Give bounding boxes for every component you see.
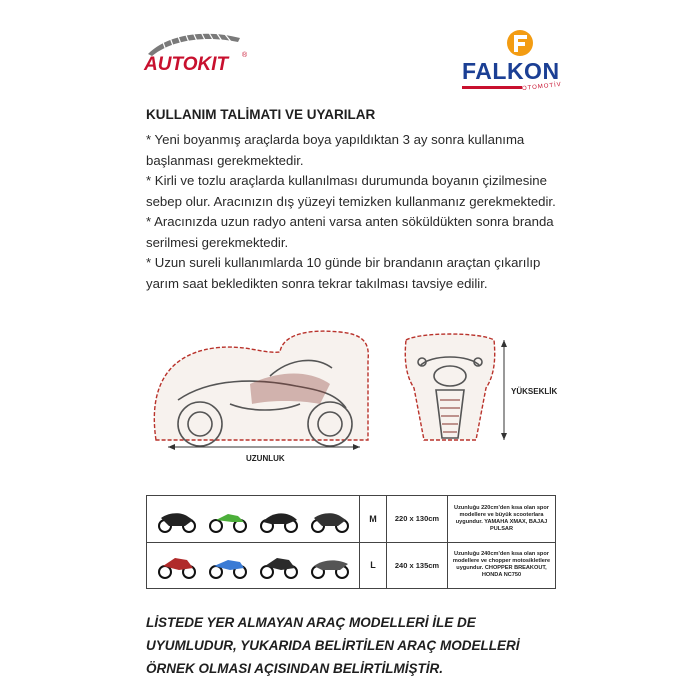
size-table [146, 495, 556, 589]
page-heading: KULLANIM TALİMATI VE UYARILAR [146, 107, 376, 122]
falkon-emblem-icon [500, 28, 540, 58]
footer-note: LİSTEDE YER ALMAYAN ARAÇ MODELLERİ İLE DE UYUMLUDUR, YUKARIDA BELİRTİLEN ARAÇ MODELLERİ ÖRNEK OLMASI AÇISINDAN BELİRTİLMİŞTİR. [146, 615, 520, 676]
instructions-list [146, 130, 556, 294]
scooter-icon [308, 504, 352, 534]
motorcycle-side-cover-illustration [0, 320, 700, 470]
scooter-icon [155, 504, 199, 534]
falkon-logo-text: FALKON [462, 58, 560, 84]
instruction-item: * Aracınızda uzun radyo anteni varsa anten söküldükten sonra branda serilmesi gerekmektedir. [146, 214, 554, 250]
length-label: UZUNLUK [246, 454, 285, 463]
falkon-subtext: OTOMOTİV [521, 81, 563, 93]
instruction-item: * Yeni boyanmış araçlarda boya yapıldıktan 3 ay sonra kullanıma başlanması gerekmektedir. [146, 132, 525, 168]
size-letter: M [360, 496, 387, 543]
dirtbike-icon [206, 504, 250, 534]
table-row [147, 496, 556, 543]
size-dimensions: 220 x 130cm [387, 496, 448, 543]
adventure-bike-icon [257, 550, 301, 580]
falkon-stripe [462, 86, 522, 89]
cover-diagram [0, 320, 700, 470]
size-description: Uzunluğu 220cm'den kısa olan spor modellere ve büyük scooterlara uygundur. YAMAHA XMAX, BAJAJ PULSAR [448, 496, 556, 543]
naked-bike-icon [206, 550, 250, 580]
instruction-item: * Uzun sureli kullanımlarda 10 günde bir brandanın araçtan çıkarılıp yarım saat bekledikten sonra tekrar takılması tavsiye edilir. [146, 255, 541, 291]
instruction-item: * Kirli ve tozlu araçlarda kullanılması durumunda boyanın çizilmesine sebep olur. Aracınızın dış yüzeyi temizken kullanmanız gerekmektedir. [146, 173, 556, 209]
size-dimensions: 240 x 135cm [387, 542, 448, 589]
autokit-logo [140, 28, 250, 78]
autokit-logo-text: AUTOKIT [144, 54, 229, 75]
size-description: Uzunluğu 240cm'den kısa olan spor modellere ve chopper motosikletlere uygundur. CHOPPER BREAKOUT, HONDA NC750 [448, 542, 556, 589]
table-row [147, 542, 556, 589]
bike-images-cell [147, 496, 360, 543]
bike-images-cell [147, 542, 360, 589]
registered-mark: ® [242, 52, 248, 59]
size-letter: L [360, 542, 387, 589]
adventure-bike-icon [155, 550, 199, 580]
height-label: YÜKSEKLİK [511, 387, 558, 396]
falkon-logo [462, 28, 572, 93]
touring-bike-icon [308, 550, 352, 580]
sportbike-icon [257, 504, 301, 534]
